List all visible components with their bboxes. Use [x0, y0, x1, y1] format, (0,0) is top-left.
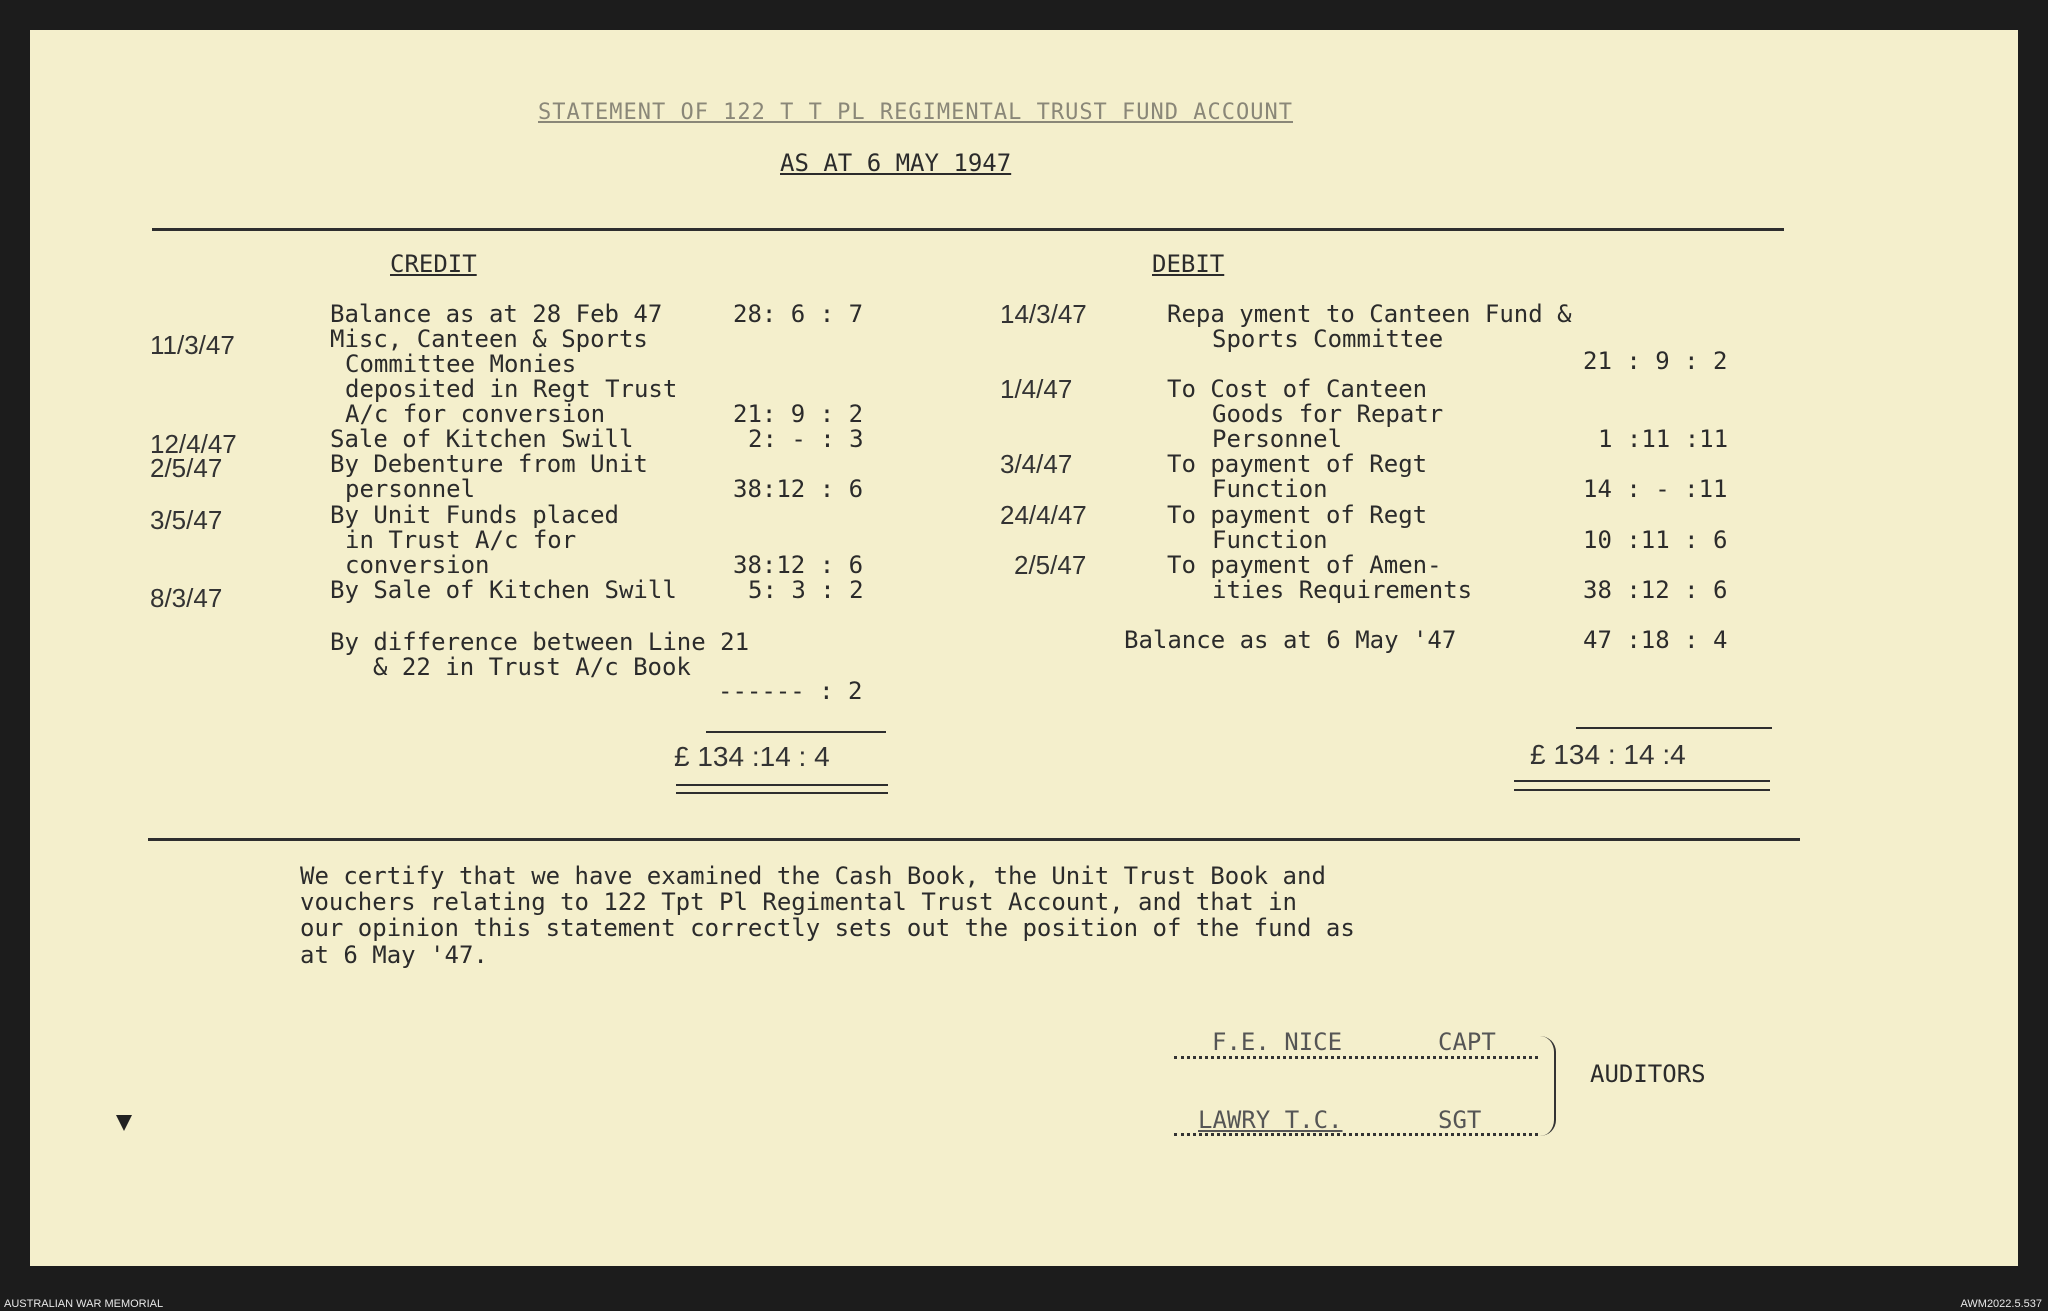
debit-line: Sports Committee [1212, 325, 1444, 353]
credit-amount: 28: 6 : 7 [733, 300, 864, 328]
credit-line: A/c for conversion [345, 400, 606, 428]
debit-total: £ 134 : 14 :4 [1530, 739, 1686, 770]
credit-amount: 2: - : 3 [748, 425, 864, 453]
credit-line: in Trust A/c for [345, 526, 577, 554]
debit-line: To Cost of Canteen [1167, 375, 1428, 403]
credit-amount: ------ : 2 [718, 677, 863, 705]
auditors-label: AUDITORS [1590, 1060, 1706, 1088]
debit-line: Personnel [1212, 425, 1343, 453]
credit-line: Balance as at 28 Feb 47 [330, 300, 663, 328]
debit-line: Function [1212, 526, 1328, 554]
debit-line: To payment of Regt [1167, 450, 1428, 478]
credit-line: Committee Monies [345, 350, 577, 378]
credit-amount: 5: 3 : 2 [748, 576, 864, 604]
footer-reference: AWM2022.5.537 [1960, 1298, 2042, 1310]
signature-dotted-line [1174, 1056, 1538, 1059]
debit-date: 1/4/47 [1000, 374, 1073, 404]
auditors-brace [1540, 1036, 1556, 1136]
credit-line: personnel [345, 475, 476, 503]
debit-line: To payment of Amen- [1167, 551, 1442, 579]
credit-subtotal-rule [706, 731, 886, 733]
auditor-rank: CAPT [1438, 1028, 1496, 1056]
debit-total-rule [1514, 780, 1770, 782]
auditor-name: LAWRY T.C. [1198, 1106, 1343, 1134]
credit-date: 2/5/47 [150, 453, 223, 483]
document-subtitle: AS AT 6 MAY 1947 [780, 149, 1012, 177]
credit-date: 3/5/47 [150, 505, 223, 535]
debit-amount: 1 :11 :11 [1598, 425, 1729, 453]
debit-line: Goods for Repatr [1212, 400, 1444, 428]
debit-subtotal-rule [1576, 727, 1772, 729]
certification-line: vouchers relating to 122 Tpt Pl Regimental Trust Account, and that in [300, 888, 1297, 916]
credit-date: 12/4/47 [150, 429, 237, 459]
credit-total-rule [676, 792, 888, 794]
debit-date: 24/4/47 [1000, 500, 1087, 530]
credit-line: By Debenture from Unit [330, 450, 648, 478]
credit-line: Sale of Kitchen Swill [330, 425, 634, 453]
credit-line: conversion [345, 551, 490, 579]
document-title: STATEMENT OF 122 T T PL REGIMENTAL TRUST FUND ACCOUNT [538, 100, 1293, 125]
paper-mark [116, 1115, 132, 1131]
debit-amount: 10 :11 : 6 [1583, 526, 1728, 554]
footer-source: AUSTRALIAN WAR MEMORIAL [4, 1298, 164, 1310]
debit-line: Repa yment to Canteen Fund & [1167, 300, 1572, 328]
debit-amount: 14 : - :11 [1583, 475, 1728, 503]
credit-date: 11/3/47 [150, 330, 235, 360]
debit-heading: DEBIT [1152, 250, 1225, 278]
credit-line: & 22 in Trust A/c Book [373, 653, 691, 681]
credit-line: By Unit Funds placed [330, 501, 619, 529]
debit-line: ities Requirements [1212, 576, 1473, 604]
debit-amount: 38 :12 : 6 [1583, 576, 1728, 604]
debit-amount: 21 : 9 : 2 [1583, 347, 1728, 375]
debit-line: Balance as at 6 May '47 [1124, 626, 1457, 654]
debit-line: To payment of Regt [1167, 501, 1428, 529]
top-rule [152, 228, 1784, 231]
credit-amount: 38:12 : 6 [733, 551, 864, 579]
auditor-name: F.E. NICE [1212, 1028, 1343, 1056]
debit-date: 2/5/47 [1014, 550, 1087, 580]
credit-date: 8/3/47 [150, 583, 223, 613]
bottom-rule [148, 838, 1800, 841]
credit-total-rule [676, 784, 888, 786]
debit-amount: 47 :18 : 4 [1583, 626, 1728, 654]
auditor-rank: SGT [1438, 1106, 1482, 1134]
certification-line: We certify that we have examined the Cash Book, the Unit Trust Book and [300, 862, 1326, 890]
credit-amount: 38:12 : 6 [733, 475, 864, 503]
credit-total: £ 134 :14 : 4 [674, 741, 830, 772]
debit-total-rule [1514, 789, 1770, 791]
credit-line: Misc, Canteen & Sports [330, 325, 648, 353]
signature-dotted-line [1174, 1133, 1538, 1136]
credit-heading: CREDIT [390, 250, 477, 278]
credit-line: deposited in Regt Trust [345, 375, 678, 403]
credit-line: By Sale of Kitchen Swill [330, 576, 677, 604]
certification-line: our opinion this statement correctly sets out the position of the fund as [300, 914, 1355, 942]
debit-line: Function [1212, 475, 1328, 503]
credit-amount: 21: 9 : 2 [733, 400, 864, 428]
certification-line: at 6 May '47. [300, 941, 488, 969]
credit-line: By difference between Line 21 [330, 628, 750, 656]
debit-date: 3/4/47 [1000, 449, 1073, 479]
debit-date: 14/3/47 [1000, 299, 1087, 329]
